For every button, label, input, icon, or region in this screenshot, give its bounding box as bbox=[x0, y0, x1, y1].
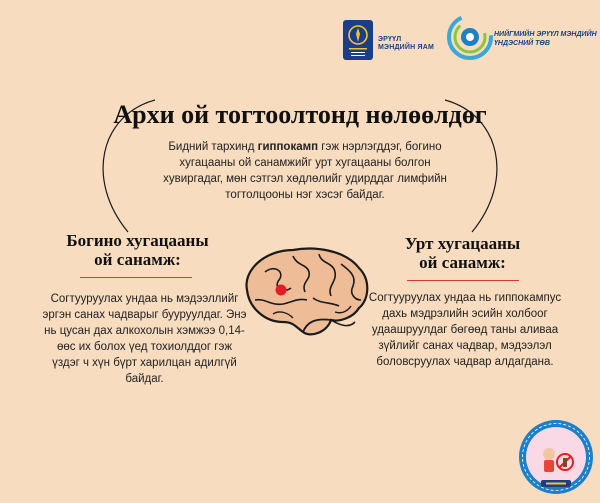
long-term-underline bbox=[407, 280, 519, 281]
short-term-underline bbox=[80, 277, 192, 278]
long-term-heading: Урт хугацааны ой санамж: bbox=[404, 234, 521, 272]
hippocampus-marker bbox=[276, 285, 287, 296]
short-term-body: Согтууруулах ундаа нь мэдээллийг эргэн санах чадварыг бууруулдаг. Энэ нь цусан дах алкохолын хэмжээ 0,14-өөс их болох үед тохиолддог гэж үздэг ч хүн бүрт харилцан адилгүй байдаг. bbox=[42, 293, 247, 385]
brain-icon bbox=[235, 242, 375, 342]
ministry-name: ЭРҮҮЛ МЭНДИЙН ЯАМ bbox=[378, 36, 435, 51]
campaign-badge-icon bbox=[517, 418, 595, 496]
page-title: Архи ой тогтоолтонд нөлөөлдөг bbox=[113, 100, 487, 129]
hippocampus-term: гиппокамп bbox=[257, 141, 319, 153]
long-term-body: Согтууруулах ундаа нь гиппокампус дахь мэдрэлийн эсийн холбоог удаашруулдаг бөгөөд таны аливаа зүйлийг санах чадвар, мэдээлэл боловсруулах чадвар алдагдана. bbox=[368, 292, 562, 368]
intro-paragraph: Бидний тархинд гиппокамп гэж нэрлэгддэг, богино хугацааны ой санамжийг урт хугацааны болгон хувиргадаг, мөн сэтгэл хөдлөлийг удирддаг лимфийн тогтолцооны нэг хэсэг байдаг. bbox=[163, 141, 447, 201]
health-center-name: НИЙГМИЙН ЭРҮҮЛ МЭНДИЙН ҮНДЭСНИЙ ТӨВ bbox=[494, 31, 597, 47]
short-term-heading: Богино хугацааны ой санамж: bbox=[66, 231, 209, 269]
